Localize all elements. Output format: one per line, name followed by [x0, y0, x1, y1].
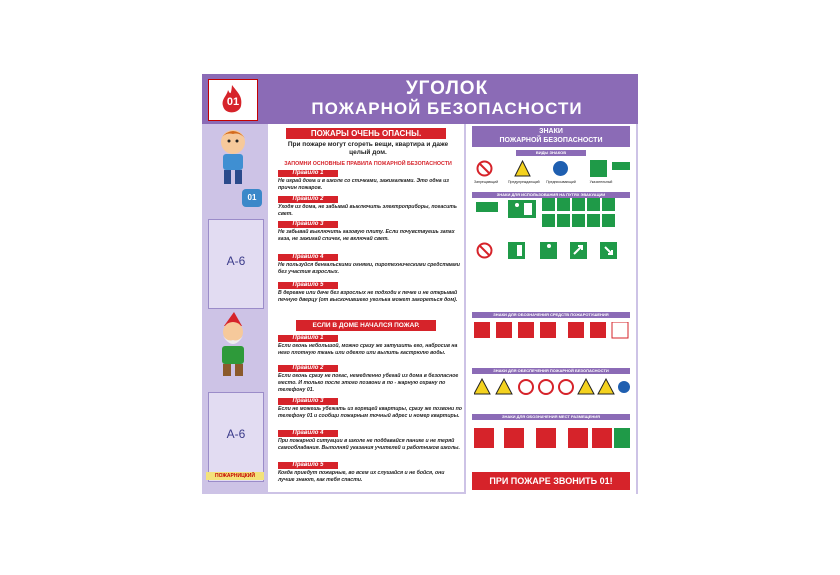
hazard-signs-row-icon [474, 378, 630, 396]
left-column [202, 124, 266, 494]
placement-signs-row-icon [474, 428, 630, 450]
gnome-character-icon [208, 312, 258, 378]
rule-tag: Правило 2 [278, 365, 338, 372]
rule-tag: Правило 2 [278, 196, 338, 203]
rule-tag: Правило 1 [278, 335, 338, 342]
rule-text: Не пользуйся бенгальскими огнями, пиротехническими средствами без участия взрослых. [278, 262, 460, 275]
page-subtitle: ПОЖАРНОЙ БЕЗОПАСНОСТИ [311, 99, 583, 118]
pocket-label: А-6 [226, 427, 246, 441]
running-man-icon [540, 242, 557, 259]
arrow-sign-icon [600, 242, 617, 259]
extinguisher-heading: ЗНАКИ ДЛЯ ОБОЗНАЧЕНИЯ СРЕДСТВ ПОЖАРОТУШЕНИЯ [472, 312, 630, 318]
kind-caption: Предписывающий [546, 180, 576, 184]
safety-poster [202, 74, 638, 494]
signs-heading-line1: ЗНАКИ [539, 128, 563, 135]
boy-character-icon [208, 126, 258, 188]
kind-caption: Указательный [589, 180, 613, 184]
fire-banner: ЕСЛИ В ДОМЕ НАЧАЛСЯ ПОЖАР. [296, 320, 436, 331]
warning-sign-icon [514, 160, 531, 177]
extinguisher-signs-row-icon [474, 322, 630, 340]
page-title: УГОЛОК [405, 78, 489, 99]
prohibition-sign-icon [476, 160, 493, 177]
safety-heading: ЗНАКИ ДЛЯ ОБЕСПЕЧЕНИЯ ПОЖАРНОЙ БЕЗОПАСНОСТИ [472, 368, 630, 374]
rule-tag: Правило 5 [278, 282, 338, 289]
rule-text: Не забывай выключить газовую плиту. Если почувствуешь запах газа, не зажигай спичек, не включай свет. [278, 229, 455, 242]
rule-tag: Правило 3 [278, 398, 338, 405]
placement-heading: ЗНАКИ ДЛЯ ОБОЗНАЧЕНИЯ МЕСТ РАЗМЕЩЕНИЯ [472, 414, 630, 420]
rule-tag: Правило 5 [278, 462, 338, 469]
kinds-heading: ВИДЫ ЗНАКОВ [516, 150, 586, 156]
rule-tag: Правило 4 [278, 430, 338, 437]
indicator-sign-icon [590, 160, 607, 177]
rule-text: В деревне или даче без взрослых не подходи к печке и не открывай печную дверцу (от выскочившего уголька может загореться дом). [278, 290, 458, 303]
call-01-banner: ПРИ ПОЖАРЕ ЗВОНИТЬ 01! [472, 472, 630, 490]
exit-door-icon [508, 242, 525, 259]
signs-column [466, 124, 636, 494]
rule-text: Если не можешь убежать из горящей квартиры, сразу же позвони по телефону 01 и сообщи пожарным точный адрес и номер квартиры. [278, 406, 462, 419]
document-pocket [208, 219, 264, 309]
exit-door-icon [508, 200, 536, 218]
evacuation-signs-grid-icon [542, 198, 630, 228]
fire-logo [208, 79, 258, 121]
rule-tag: Правило 3 [278, 221, 338, 228]
signs-heading-line2: ПОЖАРНОЙ БЕЗОПАСНОСТИ [499, 137, 603, 144]
signs-heading [472, 126, 630, 147]
intro-text: При пожаре могут сгореть вещи, квартира и даже целый дом. [287, 141, 449, 156]
rule-tag: Правило 4 [278, 254, 338, 261]
rule-text: Если огонь небольшой, можно сразу же затушить его, набросив на него плотную ткань или одеяло или вылить кастрюлю воды. [278, 343, 458, 356]
poster-header [202, 74, 638, 124]
rule-text: Когда приедут пожарные, во всем их слушайся и не бойся, они лучше знают, как тебя спасти. [278, 470, 445, 483]
arrow-sign-icon [570, 242, 587, 259]
kind-caption: Предупреждающий [508, 180, 540, 184]
logo-number: 01 [226, 96, 240, 108]
danger-banner: ПОЖАРЫ ОЧЕНЬ ОПАСНЫ. [286, 128, 446, 139]
document-pocket [208, 392, 264, 482]
pocket-label: А-6 [226, 254, 246, 268]
brand-label: ПОЖАРНИЦКИЙ [206, 472, 264, 480]
remember-heading: ЗАПОМНИ ОСНОВНЫЕ ПРАВИЛА ПОЖАРНОЙ БЕЗОПАСНОСТИ [284, 161, 452, 167]
kind-caption: Запрещающий [474, 180, 499, 184]
rule-text: Если огонь сразу не погас, немедленно убегай из дома в безопасное место. И только после этого позвони в по - жарную охрану по телефону 01. [278, 373, 459, 393]
mandatory-sign-icon [552, 160, 569, 177]
rules-column [268, 124, 464, 492]
rule-text: Не играй дома и в школе со спичками, зажигалками. Это одна из причин пожаров. [278, 178, 449, 191]
no-fire-sign-icon [476, 242, 493, 259]
exit-sign-icon [476, 202, 498, 212]
rule-tag: Правило 1 [278, 170, 338, 177]
rule-text: Уходя из дома, не забывай выключить электроприборы, погасить свет. [278, 204, 457, 217]
rule-text: При пожарной ситуации в школе не поддавайся панике и не теряй самообладания. Выполняй указания учителей и работников школы. [278, 438, 460, 451]
green-rectangle-sign-icon [612, 162, 630, 170]
evacuation-heading: ЗНАКИ ДЛЯ ИСПОЛЬЗОВАНИЯ НА ПУТЯХ ЭВАКУАЦИИ [472, 192, 630, 198]
phone-icon: 01 [242, 189, 262, 207]
